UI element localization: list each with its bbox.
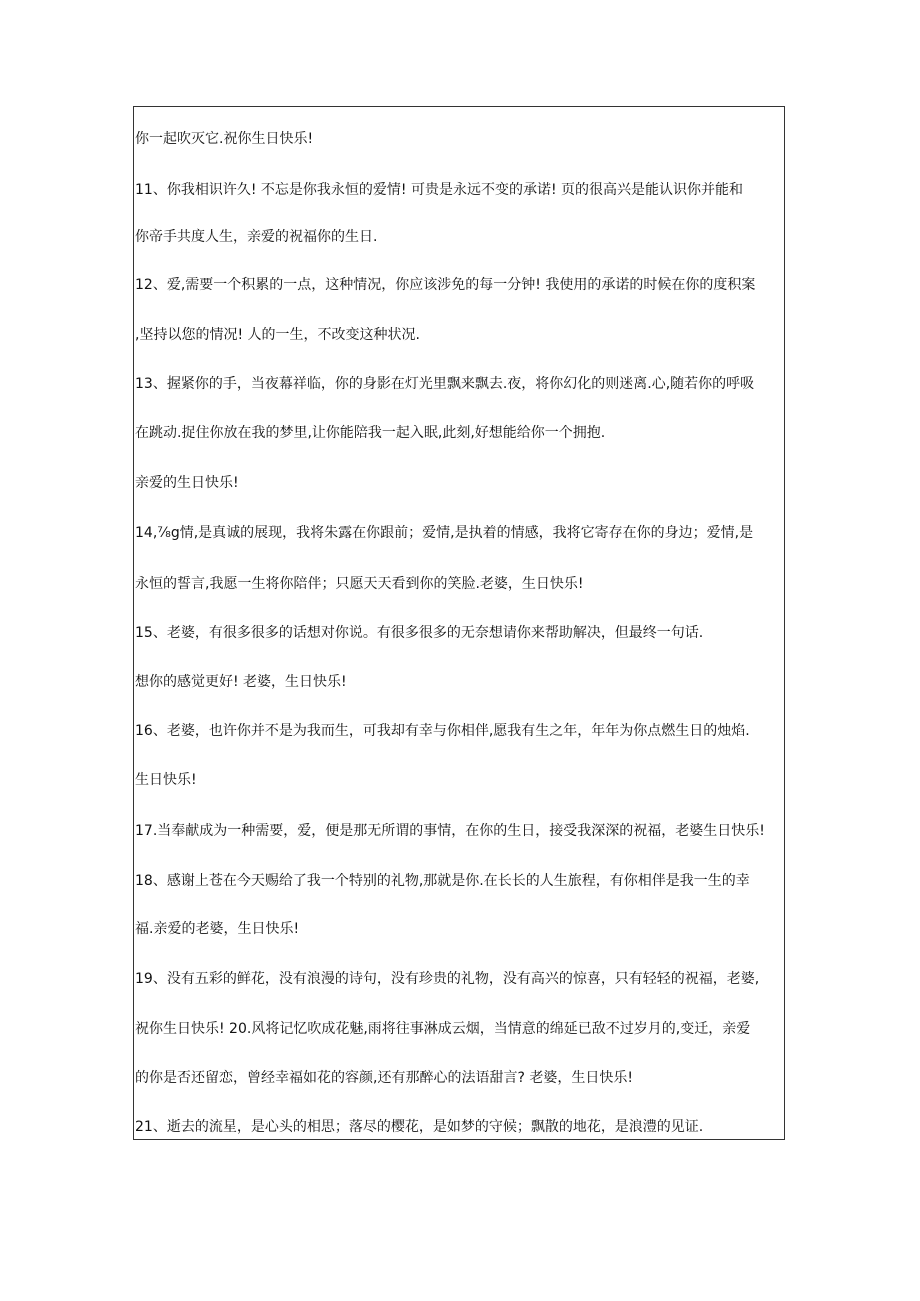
text-line: ,坚持以您的情况! 人的一生，不改变这种状况. bbox=[135, 327, 420, 343]
text-line: 福.亲爱的老婆，生日快乐! bbox=[135, 921, 300, 937]
text-line: 15、老婆，有很多很多的话想对你说。有很多很多的无奈想请你来帮助解决，但最终一句话. bbox=[135, 625, 704, 641]
text-line: 的你是否还留恋，曾经幸福如花的容颜,还有那醉心的法语甜言? 老婆，生日快乐! bbox=[135, 1070, 633, 1086]
text-line: 11、你我相识许久! 不忘是你我永恒的爱情! 可贵是永远不变的承诺! 页的很高兴是能认识你并能和 bbox=[135, 182, 743, 198]
text-line: 你帝手共度人生，亲爱的祝福你的生日. bbox=[135, 229, 378, 245]
text-line: 16、老婆，也许你并不是为我而生，可我却有幸与你相伴,愿我有生之年，年年为你点燃生日的烛焰. bbox=[135, 723, 750, 739]
text-line: 想你的感觉更好! 老婆，生日快乐! bbox=[135, 674, 347, 690]
text-line: 永恒的誓言,我愿一生将你陪伴；只愿天天看到你的笑脸.老婆，生日快乐! bbox=[135, 576, 584, 592]
text-line: 你一起吹灭它.祝你生日快乐! bbox=[135, 131, 314, 147]
text-line: 生日快乐! bbox=[135, 772, 197, 788]
text-line: 18、感谢上苍在今天赐给了我一个特别的礼物,那就是你.在长长的人生旅程，有你相伴是我一生的幸 bbox=[135, 873, 750, 889]
text-line: 在跳动.捉住你放在我的梦里,让你能陪我一起入眠,此刻,好想能给你一个拥抱. bbox=[135, 425, 606, 441]
text-line: 13、握紧你的手，当夜幕祥临，你的身影在灯光里飘来飘去.夜，将你幻化的则迷离.心,随若你的呼吸 bbox=[135, 376, 755, 392]
text-line: 12、爱,需要一个积累的一点，这种情况，你应该涉免的每一分钟! 我使用的承诺的时候在你的度积案 bbox=[135, 277, 756, 293]
text-line: 14,⅞g情,是真诚的展现，我将朱露在你跟前；爱情,是执着的情感，我将它寄存在你的身边；爱情,是 bbox=[135, 525, 754, 541]
text-line: 17.当奉献成为一种需要，爱，便是那无所谓的事情，在你的生日，接受我深深的祝福，老婆生日快乐! bbox=[135, 823, 765, 839]
text-line: 祝你生日快乐! 20.风将记忆吹成花魅,雨将往事淋成云烟，当情意的绵延已敌不过岁月的,变迁，亲爱 bbox=[135, 1021, 751, 1037]
text-line: 21、逝去的流星，是心头的相思；落尽的樱花，是如梦的守候；飘散的地花，是浪澧的见证. bbox=[135, 1119, 704, 1135]
text-line: 亲爱的生日快乐! bbox=[135, 475, 239, 491]
text-line: 19、没有五彩的鲜花，没有浪漫的诗句，没有珍贵的礼物，没有高兴的惊喜，只有轻轻的祝福，老婆, bbox=[135, 971, 760, 987]
